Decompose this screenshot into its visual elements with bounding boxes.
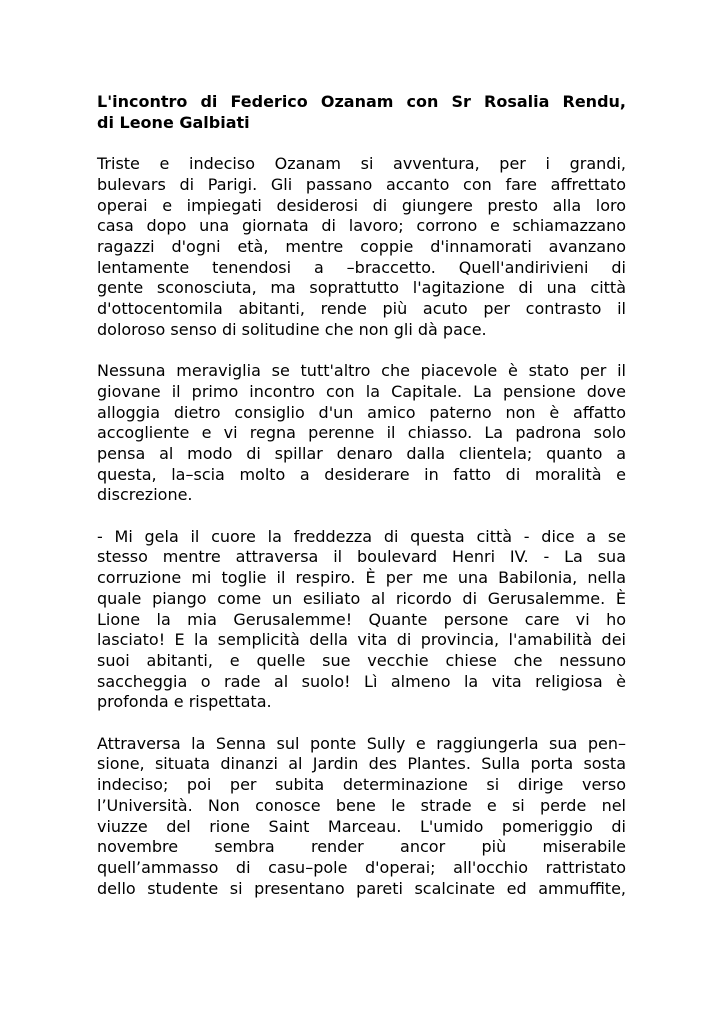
text-line: l’Università. Non conosce bene le strade e si perde nel <box>97 795 626 815</box>
paragraph-1 <box>97 154 626 340</box>
text-line: lasciato! E la semplicità della vita di provincia, l'amabilità dei <box>97 630 626 650</box>
text-line: pensa al modo di spillar denaro dalla clientela; quanto a <box>97 443 626 463</box>
text-line: ragazzi d'ogni età, mentre coppie d'innamorati avanzano <box>97 236 626 256</box>
text-line: alloggia dietro consiglio d'un amico paterno non è affatto <box>97 402 626 422</box>
text-line: saccheggia o rade al suolo! Lì almeno la vita religiosa è <box>97 671 626 691</box>
text-line: Lione la mia Gerusalemme! Quante persone care vi ho <box>97 609 626 629</box>
paragraph-2 <box>97 361 626 506</box>
text-line: Triste e indeciso Ozanam si avventura, per i grandi, <box>97 154 626 174</box>
text-line: gente sconosciuta, ma soprattutto l'agitazione di una città <box>97 278 626 298</box>
title-line: di Leone Galbiati <box>97 112 250 132</box>
text-line: Nessuna meraviglia se tutt'altro che piacevole è stato per il <box>97 361 626 381</box>
text-line: questa, la–scia molto a desiderare in fatto di moralità e <box>97 464 626 484</box>
text-line: lentamente tenendosi a –braccetto. Quell'andirivieni di <box>97 257 626 277</box>
text-line: giovane il primo incontro con la Capitale. La pensione dove <box>97 381 626 401</box>
text-line: viuzze del rione Saint Marceau. L'umido pomeriggio di <box>97 816 626 836</box>
text-line: accogliente e vi regna perenne il chiasso. La padrona solo <box>97 423 626 443</box>
text-line: dello studente si presentano pareti scalcinate ed ammuffite, <box>97 878 626 898</box>
text-line: discrezione. <box>97 485 193 505</box>
text-line: profonda e rispettata. <box>97 692 272 712</box>
text-line: Attraversa la Senna sul ponte Sully e raggiungerla sua pen– <box>97 733 626 753</box>
text-line: indeciso; poi per subita determinazione si dirige verso <box>97 775 626 795</box>
text-line: bulevars di Parigi. Gli passano accanto con fare affrettato <box>97 174 626 194</box>
document-page <box>97 92 626 920</box>
text-line: sione, situata dinanzi al Jardin des Plantes. Sulla porta sosta <box>97 754 626 774</box>
text-line: operai e impiegati desiderosi di giungere presto alla loro <box>97 195 626 215</box>
text-line: corruzione mi toglie il respiro. È per me una Babilonia, nella <box>97 568 626 588</box>
title-line: L'incontro di Federico Ozanam con Sr Rosalia Rendu, <box>97 92 626 111</box>
text-line: doloroso senso di solitudine che non gli dà pace. <box>97 319 487 339</box>
text-line: casa dopo una giornata di lavoro; corrono e schiamazzano <box>97 216 626 236</box>
paragraph-3 <box>97 527 626 713</box>
text-line: - Mi gela il cuore la freddezza di questa città - dice a se <box>97 526 626 546</box>
text-line: quell’ammasso di casu–pole d'operai; all'occhio rattristato <box>97 857 626 877</box>
text-line: stesso mentre attraversa il boulevard Henri IV. - La sua <box>97 547 626 567</box>
text-line: d'ottocentomila abitanti, rende più acuto per contrasto il <box>97 299 626 319</box>
text-line: novembre sembra render ancor più miserabile <box>97 837 626 857</box>
text-line: suoi abitanti, e quelle sue vecchie chiese che nessuno <box>97 650 626 670</box>
document-title <box>97 92 626 133</box>
text-line: quale piango come un esiliato al ricordo di Gerusalemme. È <box>97 588 626 608</box>
paragraph-4 <box>97 734 626 900</box>
